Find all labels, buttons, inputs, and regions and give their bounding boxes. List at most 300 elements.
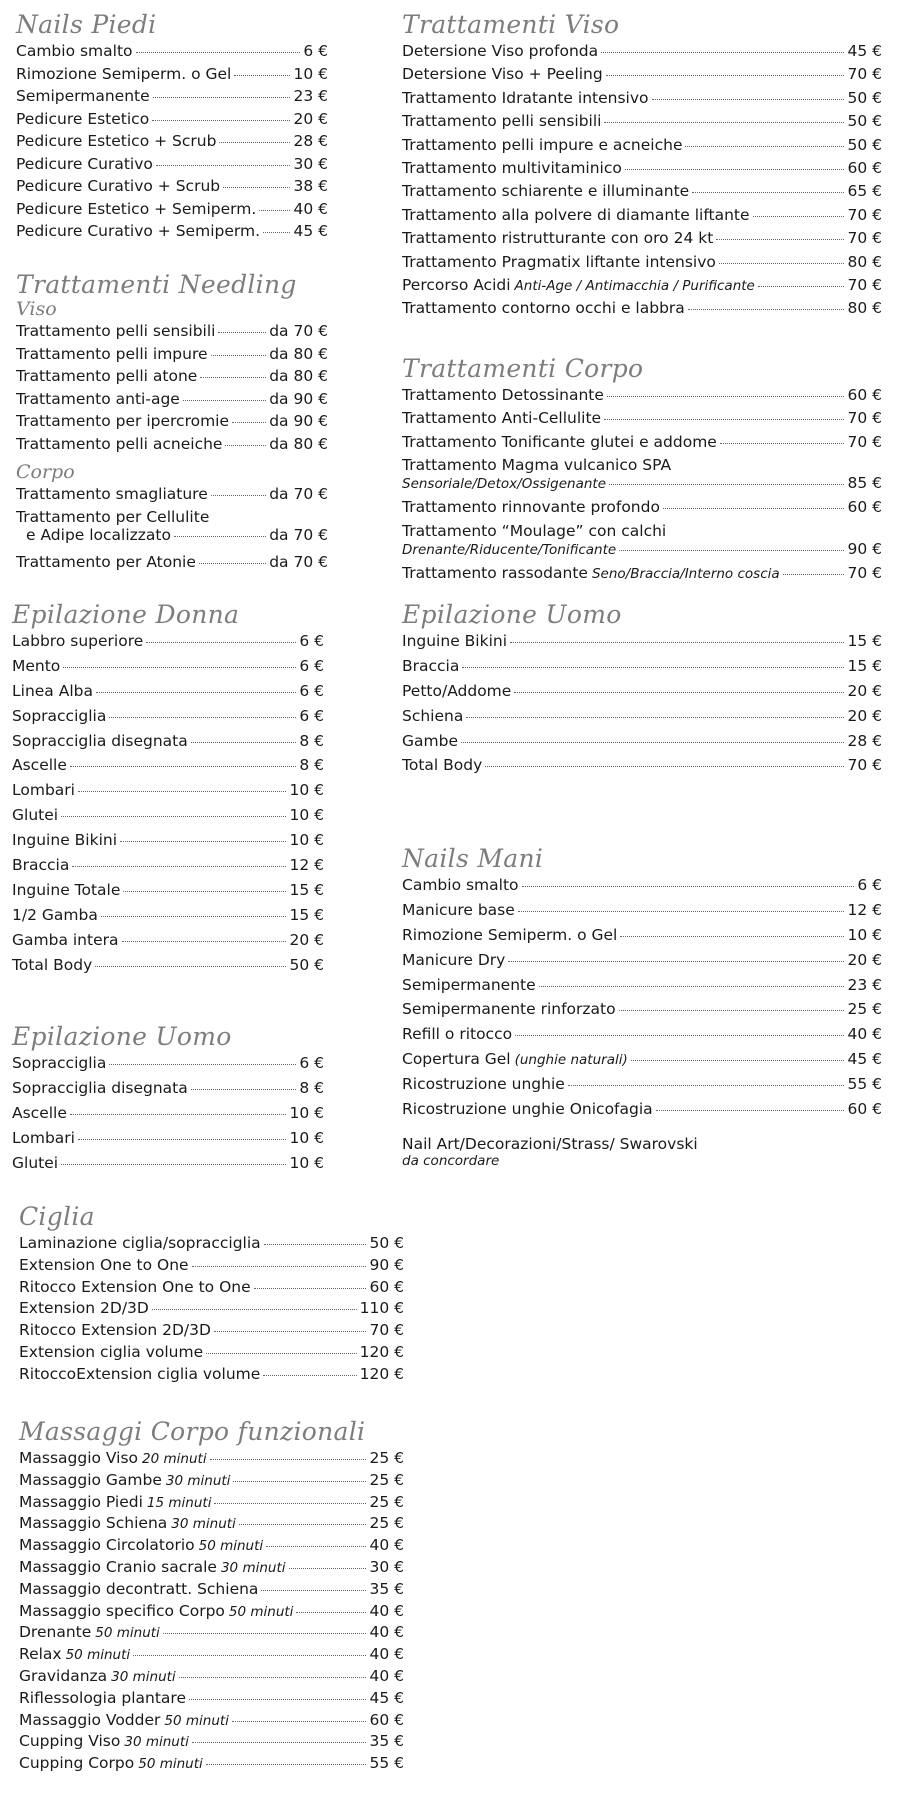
price-list bbox=[16, 42, 328, 245]
price-row bbox=[19, 1365, 404, 1387]
leader-dots bbox=[136, 52, 301, 53]
leader-dots bbox=[466, 717, 844, 718]
item-note: 50 minuti bbox=[95, 1625, 160, 1642]
item-name: Braccia bbox=[402, 656, 460, 675]
item-name: Trattamento pelli atone bbox=[16, 367, 198, 385]
leader-dots bbox=[96, 692, 296, 693]
item-name: Detersione Viso + Peeling bbox=[402, 65, 603, 84]
item-note: 50 minuti bbox=[198, 1538, 264, 1555]
price-row bbox=[402, 112, 882, 135]
item-name: Pedicure Estetico bbox=[16, 109, 150, 128]
item-name: Sopracciglia disegnata bbox=[12, 731, 188, 750]
price-row-magma bbox=[402, 456, 882, 498]
leader-dots bbox=[604, 122, 844, 123]
leader-dots bbox=[152, 120, 290, 121]
leader-dots bbox=[63, 667, 296, 668]
item-price: 40 € bbox=[293, 199, 328, 218]
price-row bbox=[402, 159, 882, 182]
item-price: 45 € bbox=[293, 222, 328, 240]
price-row bbox=[402, 276, 882, 299]
item-name: Extension 2D/3D bbox=[19, 1299, 149, 1318]
item-name: RitoccoExtension ciglia volume bbox=[19, 1364, 261, 1383]
price-row bbox=[402, 42, 882, 65]
item-name: Manicure base bbox=[402, 900, 515, 919]
price-list bbox=[12, 1054, 324, 1178]
nail-art-note bbox=[402, 1135, 882, 1169]
item-name: Massaggio decontratt. Schiena bbox=[19, 1579, 259, 1598]
leader-dots bbox=[70, 1114, 287, 1115]
item-price: 45 € bbox=[847, 42, 882, 60]
leader-dots bbox=[78, 791, 287, 792]
item-name: Ritocco Extension One to One bbox=[19, 1277, 251, 1296]
price-row bbox=[402, 182, 882, 205]
price-list bbox=[402, 876, 882, 1125]
item-name: Sopracciglia bbox=[12, 1054, 107, 1072]
item-name: Trattamento rassodante bbox=[402, 563, 588, 582]
leader-dots bbox=[191, 742, 297, 743]
leader-dots bbox=[232, 1721, 367, 1722]
price-row bbox=[12, 1054, 324, 1079]
item-name: Inguine Totale bbox=[12, 880, 121, 899]
item-name: Braccia bbox=[12, 856, 70, 875]
leader-dots bbox=[210, 1459, 367, 1460]
item-price: 40 € bbox=[369, 1601, 404, 1620]
item-price: 60 € bbox=[369, 1710, 404, 1729]
section-subtitle: Corpo bbox=[16, 461, 75, 483]
item-name: Manicure Dry bbox=[402, 950, 506, 969]
item-name: Sopracciglia bbox=[12, 706, 107, 725]
leader-dots bbox=[152, 1309, 357, 1310]
price-row bbox=[16, 412, 328, 435]
leader-dots bbox=[156, 165, 291, 166]
leader-dots bbox=[656, 1110, 845, 1111]
item-price: 70 € bbox=[369, 1321, 404, 1340]
price-row bbox=[19, 1278, 404, 1300]
leader-dots bbox=[716, 239, 844, 240]
item-price: 20 € bbox=[293, 109, 328, 128]
item-price: 6 € bbox=[299, 706, 324, 725]
price-list bbox=[19, 1234, 404, 1387]
price-row bbox=[402, 926, 882, 951]
leader-dots bbox=[685, 146, 844, 147]
price-row bbox=[402, 386, 882, 409]
price-row bbox=[402, 65, 882, 88]
price-row bbox=[16, 345, 328, 368]
leader-dots bbox=[263, 1375, 356, 1376]
price-row bbox=[12, 682, 324, 707]
item-name: Cupping Corpo bbox=[19, 1754, 135, 1773]
price-row bbox=[402, 1025, 882, 1050]
leader-dots bbox=[211, 495, 266, 496]
item-name: Pedicure Estetico + Scrub bbox=[16, 132, 217, 150]
price-row bbox=[19, 1493, 404, 1515]
item-note: 30 minuti bbox=[220, 1559, 286, 1576]
price-row bbox=[12, 632, 324, 657]
item-price: 60 € bbox=[369, 1277, 404, 1296]
price-row bbox=[402, 136, 882, 159]
price-row bbox=[402, 433, 882, 456]
item-price: 50 € bbox=[847, 88, 882, 107]
price-row bbox=[12, 956, 324, 981]
price-row bbox=[402, 732, 882, 757]
item-price: 45 € bbox=[847, 1050, 882, 1069]
item-name: Cambio smalto bbox=[16, 42, 133, 60]
leader-dots bbox=[601, 52, 844, 53]
item-name: Trattamento per Atonie bbox=[16, 552, 196, 571]
price-row bbox=[402, 951, 882, 976]
item-price: 28 € bbox=[293, 132, 328, 150]
nail-art-label: Nail Art/Decorazioni/Strass/ Swarovski bbox=[402, 1134, 698, 1153]
price-row bbox=[402, 299, 882, 322]
leader-dots bbox=[174, 536, 266, 537]
item-name: Trattamento per ipercromie bbox=[16, 412, 230, 430]
item-name: Trattamento contorno occhi e labbra bbox=[402, 299, 685, 318]
item-price: da 80 € bbox=[269, 434, 328, 453]
item-price: 25 € bbox=[369, 1449, 404, 1467]
item-name: Total Body bbox=[402, 756, 483, 775]
leader-dots bbox=[192, 1742, 367, 1743]
item-name: Trattamento Magma vulcanico SPA bbox=[402, 456, 672, 475]
item-name: Linea Alba bbox=[12, 681, 93, 700]
leader-dots bbox=[191, 1089, 297, 1090]
leader-dots bbox=[189, 1699, 367, 1700]
item-name: Laminazione ciglia/sopracciglia bbox=[19, 1234, 261, 1252]
price-row bbox=[19, 1299, 404, 1321]
price-row bbox=[16, 200, 328, 223]
price-row bbox=[16, 177, 328, 200]
item-name: Massaggio Circolatorio bbox=[19, 1536, 195, 1555]
price-row bbox=[402, 756, 882, 781]
leader-dots bbox=[232, 422, 266, 423]
section-title: Nails Piedi bbox=[16, 10, 157, 39]
item-price: 15 € bbox=[847, 632, 882, 650]
item-price: 6 € bbox=[299, 632, 324, 650]
leader-dots bbox=[122, 941, 287, 942]
item-price: 50 € bbox=[847, 112, 882, 131]
price-row bbox=[402, 682, 882, 707]
item-note: 50 minuti bbox=[138, 1756, 203, 1773]
leader-dots bbox=[192, 1266, 367, 1267]
item-name: Massaggio Gambe bbox=[19, 1470, 162, 1489]
price-row bbox=[16, 132, 328, 155]
item-price: 8 € bbox=[299, 756, 324, 775]
item-price: 50 € bbox=[289, 955, 324, 974]
section-trattamenti-corpo bbox=[402, 352, 882, 587]
price-row bbox=[19, 1514, 404, 1536]
section-title: Epilazione Uomo bbox=[12, 1022, 232, 1051]
item-name: Rimozione Semiperm. o Gel bbox=[402, 925, 618, 944]
item-price: da 80 € bbox=[269, 367, 328, 385]
item-name: Massaggio specifico Corpo bbox=[19, 1601, 225, 1620]
item-price: 10 € bbox=[289, 806, 324, 825]
item-name: Trattamento “Moulage” con calchi bbox=[402, 521, 667, 540]
item-name-cont: e Adipe localizzato bbox=[26, 525, 171, 544]
price-row bbox=[402, 229, 882, 252]
item-price: 90 € bbox=[847, 539, 882, 558]
item-name: Semipermanente bbox=[402, 975, 536, 994]
price-row bbox=[19, 1602, 404, 1624]
price-row bbox=[16, 322, 328, 345]
price-row bbox=[12, 756, 324, 781]
leader-dots bbox=[70, 766, 296, 767]
item-price: 12 € bbox=[847, 900, 882, 919]
leader-dots bbox=[461, 742, 845, 743]
price-row bbox=[16, 508, 328, 553]
item-price: 10 € bbox=[289, 1128, 324, 1147]
item-name: Trattamento anti-age bbox=[16, 389, 180, 408]
item-name: 1/2 Gamba bbox=[12, 905, 98, 924]
item-name: Glutei bbox=[12, 806, 59, 825]
item-note: 30 minuti bbox=[171, 1516, 236, 1533]
item-price: 70 € bbox=[847, 275, 882, 294]
item-name: Lombari bbox=[12, 781, 75, 800]
price-row bbox=[402, 1050, 882, 1075]
price-row bbox=[16, 42, 328, 65]
leader-dots bbox=[261, 1590, 366, 1591]
item-name: Inguine Bikini bbox=[402, 632, 508, 650]
leader-dots bbox=[719, 263, 845, 264]
leader-dots bbox=[508, 961, 844, 962]
price-row bbox=[12, 1129, 324, 1154]
price-row bbox=[402, 206, 882, 229]
price-row bbox=[402, 901, 882, 926]
item-price: 85 € bbox=[847, 474, 882, 493]
item-name: Trattamento alla polvere di diamante liftante bbox=[402, 205, 750, 224]
leader-dots bbox=[179, 1677, 367, 1678]
item-name: Mento bbox=[12, 656, 61, 675]
section-nails-piedi bbox=[16, 8, 328, 245]
leader-dots bbox=[225, 445, 266, 446]
item-price: 120 € bbox=[359, 1364, 404, 1383]
item-price: 6 € bbox=[857, 876, 882, 894]
item-price: 20 € bbox=[847, 950, 882, 969]
leader-dots bbox=[631, 1060, 845, 1061]
item-price: 6 € bbox=[299, 681, 324, 700]
section-massaggi bbox=[19, 1415, 404, 1776]
item-price: da 90 € bbox=[269, 412, 328, 430]
item-price: 8 € bbox=[299, 731, 324, 750]
leader-dots bbox=[518, 911, 845, 912]
leader-dots bbox=[607, 396, 845, 397]
item-name: Massaggio Schiena bbox=[19, 1514, 168, 1533]
item-name: Cupping Viso bbox=[19, 1732, 121, 1751]
leader-dots bbox=[620, 936, 844, 937]
price-row bbox=[12, 906, 324, 931]
item-name: Ricostruzione unghie bbox=[402, 1075, 565, 1094]
item-price: 15 € bbox=[289, 905, 324, 924]
item-name: Trattamento per Cellulite bbox=[16, 507, 210, 526]
leader-dots bbox=[522, 886, 855, 887]
price-row bbox=[12, 931, 324, 956]
item-name: Trattamento smagliature bbox=[16, 485, 208, 503]
leader-dots bbox=[199, 563, 266, 564]
section-epilazione-donna bbox=[12, 598, 324, 980]
item-note: 30 minuti bbox=[165, 1472, 231, 1489]
item-name: Semipermanente rinforzato bbox=[402, 1000, 616, 1019]
section-title: Epilazione Uomo bbox=[402, 600, 622, 629]
price-row bbox=[16, 367, 328, 390]
item-note: 30 minuti bbox=[111, 1668, 176, 1685]
item-name: Sopracciglia disegnata bbox=[12, 1078, 188, 1097]
item-name: Pedicure Curativo bbox=[16, 154, 153, 173]
price-row bbox=[402, 253, 882, 276]
item-name: Trattamento pelli sensibili bbox=[402, 112, 602, 131]
price-list bbox=[402, 386, 882, 456]
item-name: Labbro superiore bbox=[12, 632, 144, 650]
item-price: 60 € bbox=[847, 1100, 882, 1119]
leader-dots bbox=[539, 986, 845, 987]
leader-dots bbox=[485, 766, 844, 767]
item-name: Pedicure Curativo + Semiperm. bbox=[16, 222, 260, 240]
price-row bbox=[12, 881, 324, 906]
leader-dots bbox=[146, 642, 296, 643]
leader-dots bbox=[133, 1655, 366, 1656]
item-price: 20 € bbox=[847, 681, 882, 700]
price-row bbox=[16, 87, 328, 110]
leader-dots bbox=[61, 816, 286, 817]
leader-dots bbox=[753, 216, 845, 217]
section-title: Ciglia bbox=[19, 1202, 95, 1231]
item-price: da 70 € bbox=[269, 322, 328, 340]
leader-dots bbox=[606, 75, 845, 76]
item-name: Massaggio Cranio sacrale bbox=[19, 1557, 217, 1576]
item-name: Total Body bbox=[12, 955, 93, 974]
section-title: Trattamenti Needling bbox=[16, 270, 297, 299]
item-name: Trattamento Idratante intensivo bbox=[402, 88, 649, 107]
section-epilazione-uomo-left bbox=[12, 1020, 324, 1178]
item-price: 40 € bbox=[369, 1645, 404, 1664]
price-row bbox=[12, 1104, 324, 1129]
item-name: Drenante bbox=[19, 1623, 92, 1642]
price-row bbox=[12, 1154, 324, 1179]
leader-dots bbox=[514, 692, 844, 693]
item-price: da 70 € bbox=[269, 485, 328, 503]
leader-dots bbox=[200, 377, 266, 378]
leader-dots bbox=[758, 286, 845, 287]
section-title: Massaggi Corpo funzionali bbox=[19, 1417, 366, 1446]
item-name: Trattamento ristrutturante con oro 24 kt bbox=[402, 229, 714, 248]
item-price: 35 € bbox=[369, 1579, 404, 1598]
leader-dots bbox=[78, 1139, 287, 1140]
item-price: 6 € bbox=[299, 656, 324, 675]
item-name: Trattamento Tonificante glutei e addome bbox=[402, 432, 717, 451]
price-row bbox=[402, 1000, 882, 1025]
leader-dots bbox=[234, 75, 290, 76]
leader-dots bbox=[266, 1546, 366, 1547]
item-price: 40 € bbox=[847, 1025, 882, 1044]
price-list bbox=[16, 485, 328, 575]
item-price: 38 € bbox=[293, 177, 328, 195]
leader-dots bbox=[183, 400, 266, 401]
item-name: Copertura Gel bbox=[402, 1050, 511, 1069]
item-name: Petto/Addome bbox=[402, 681, 512, 700]
item-name: Inguine Bikini bbox=[12, 831, 118, 850]
section-title: Epilazione Donna bbox=[12, 600, 240, 629]
section-nails-mani bbox=[402, 842, 882, 1169]
item-name: Trattamento multivitaminico bbox=[402, 158, 622, 177]
item-name: Ricostruzione unghie Onicofagia bbox=[402, 1100, 653, 1119]
price-list bbox=[16, 322, 328, 457]
item-price: 70 € bbox=[847, 756, 882, 775]
nail-art-pricing: da concordare bbox=[402, 1152, 500, 1169]
item-price: 80 € bbox=[847, 252, 882, 271]
price-row bbox=[12, 657, 324, 682]
item-name: Cambio smalto bbox=[402, 876, 519, 894]
price-row bbox=[402, 1100, 882, 1125]
price-row bbox=[16, 65, 328, 88]
item-name: Massaggio Piedi bbox=[19, 1492, 143, 1511]
item-name: Trattamento pelli acneiche bbox=[16, 434, 223, 453]
leader-dots bbox=[214, 1331, 367, 1332]
price-row bbox=[19, 1234, 404, 1256]
item-note: Drenante/Riducente/Tonificante bbox=[402, 541, 617, 558]
item-price: 23 € bbox=[847, 975, 882, 994]
price-row bbox=[19, 1471, 404, 1493]
item-name: Trattamento Anti-Cellulite bbox=[402, 409, 602, 428]
item-price: 20 € bbox=[847, 706, 882, 725]
item-name: Schiena bbox=[402, 706, 464, 725]
item-price: 120 € bbox=[359, 1342, 404, 1361]
item-name: Gambe bbox=[402, 731, 458, 750]
item-price: 15 € bbox=[847, 656, 882, 675]
leader-dots bbox=[462, 667, 844, 668]
item-name: Massaggio Vodder bbox=[19, 1710, 161, 1729]
item-price: 23 € bbox=[293, 87, 328, 105]
item-price: da 90 € bbox=[269, 389, 328, 408]
leader-dots bbox=[218, 332, 266, 333]
leader-dots bbox=[95, 966, 286, 967]
leader-dots bbox=[61, 1164, 286, 1165]
item-price: da 70 € bbox=[269, 552, 328, 571]
leader-dots bbox=[109, 717, 296, 718]
item-price: 70 € bbox=[847, 563, 882, 582]
item-price: 90 € bbox=[369, 1255, 404, 1274]
item-price: 10 € bbox=[847, 925, 882, 944]
item-price: 40 € bbox=[369, 1666, 404, 1685]
item-price: 60 € bbox=[847, 386, 882, 404]
price-row bbox=[402, 657, 882, 682]
section-needling bbox=[16, 268, 328, 575]
item-price: 110 € bbox=[359, 1299, 404, 1318]
item-name: Refill o ritocco bbox=[402, 1025, 513, 1044]
item-price: 10 € bbox=[289, 831, 324, 850]
leader-dots bbox=[296, 1612, 366, 1613]
item-note: Seno/Braccia/Interno coscia bbox=[591, 565, 780, 582]
item-name: Ascelle bbox=[12, 756, 67, 775]
leader-dots bbox=[259, 210, 290, 211]
item-note: 50 minuti bbox=[164, 1712, 229, 1729]
leader-dots bbox=[692, 192, 844, 193]
price-row bbox=[402, 976, 882, 1001]
item-price: 50 € bbox=[847, 135, 882, 154]
price-row bbox=[16, 485, 328, 508]
item-price: 10 € bbox=[289, 1153, 324, 1172]
item-name: Gamba intera bbox=[12, 930, 119, 949]
item-price: 6 € bbox=[303, 42, 328, 60]
price-list bbox=[19, 1449, 404, 1776]
price-row-moulage bbox=[402, 522, 882, 564]
price-row bbox=[402, 707, 882, 732]
section-ciglia bbox=[19, 1200, 404, 1387]
leader-dots bbox=[625, 169, 845, 170]
price-row bbox=[12, 707, 324, 732]
item-price: 15 € bbox=[289, 880, 324, 899]
price-list bbox=[402, 632, 882, 781]
item-price: 28 € bbox=[847, 731, 882, 750]
price-row bbox=[402, 409, 882, 432]
leader-dots bbox=[206, 1764, 367, 1765]
item-price: 40 € bbox=[369, 1536, 404, 1555]
